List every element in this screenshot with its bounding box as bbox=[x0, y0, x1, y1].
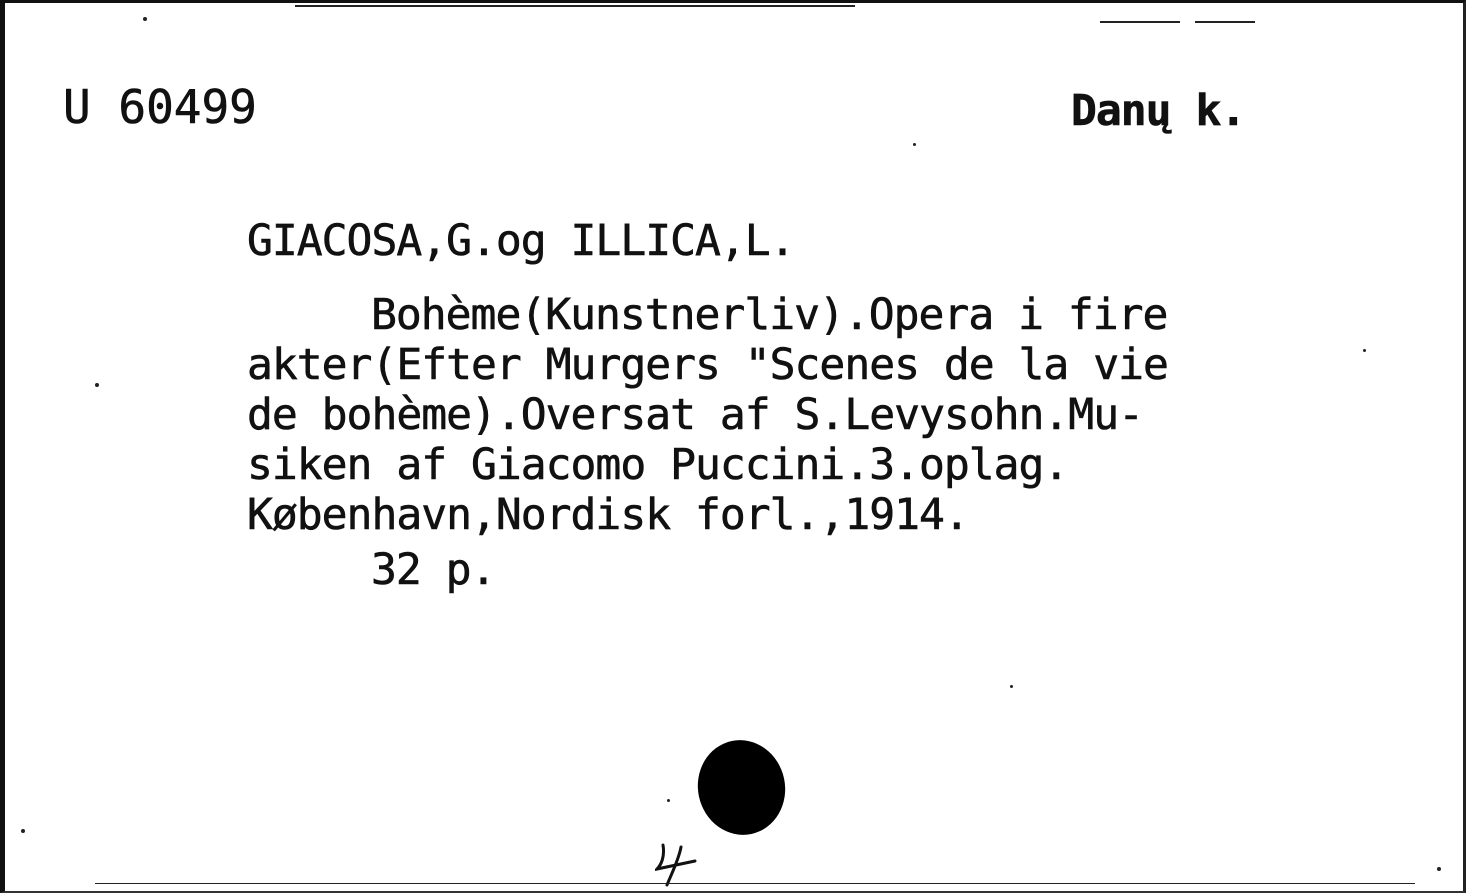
speck bbox=[1437, 867, 1441, 871]
speck bbox=[1010, 685, 1013, 688]
edge-artifact bbox=[1195, 21, 1255, 23]
location-code: Danų k. bbox=[1071, 86, 1246, 136]
edge-artifact bbox=[1100, 21, 1180, 23]
call-number: U 60499 bbox=[63, 80, 257, 134]
speck bbox=[21, 829, 25, 833]
description-line: akter(Efter Murgers "Scenes de la vie bbox=[247, 340, 1168, 390]
title-line: Bohème(Kunstnerliv).Opera i fire bbox=[371, 290, 1168, 340]
collation: 32 p. bbox=[371, 545, 496, 595]
punch-hole bbox=[689, 732, 794, 843]
handwritten-mark-4 bbox=[655, 839, 701, 887]
speck bbox=[143, 17, 147, 21]
speck bbox=[95, 383, 99, 387]
speck bbox=[913, 143, 916, 146]
author-heading: GIACOSA,G.og ILLICA,L. bbox=[247, 216, 795, 266]
edge-artifact bbox=[95, 883, 1415, 884]
speck bbox=[667, 799, 670, 802]
edge-artifact bbox=[295, 5, 855, 7]
speck bbox=[1363, 349, 1366, 352]
description-line: de bohème).Oversat af S.Levysohn.Mu- bbox=[247, 390, 1143, 440]
imprint-line: København,Nordisk forl.,1914. bbox=[247, 490, 969, 540]
description-line: siken af Giacomo Puccini.3.oplag. bbox=[247, 440, 1069, 490]
